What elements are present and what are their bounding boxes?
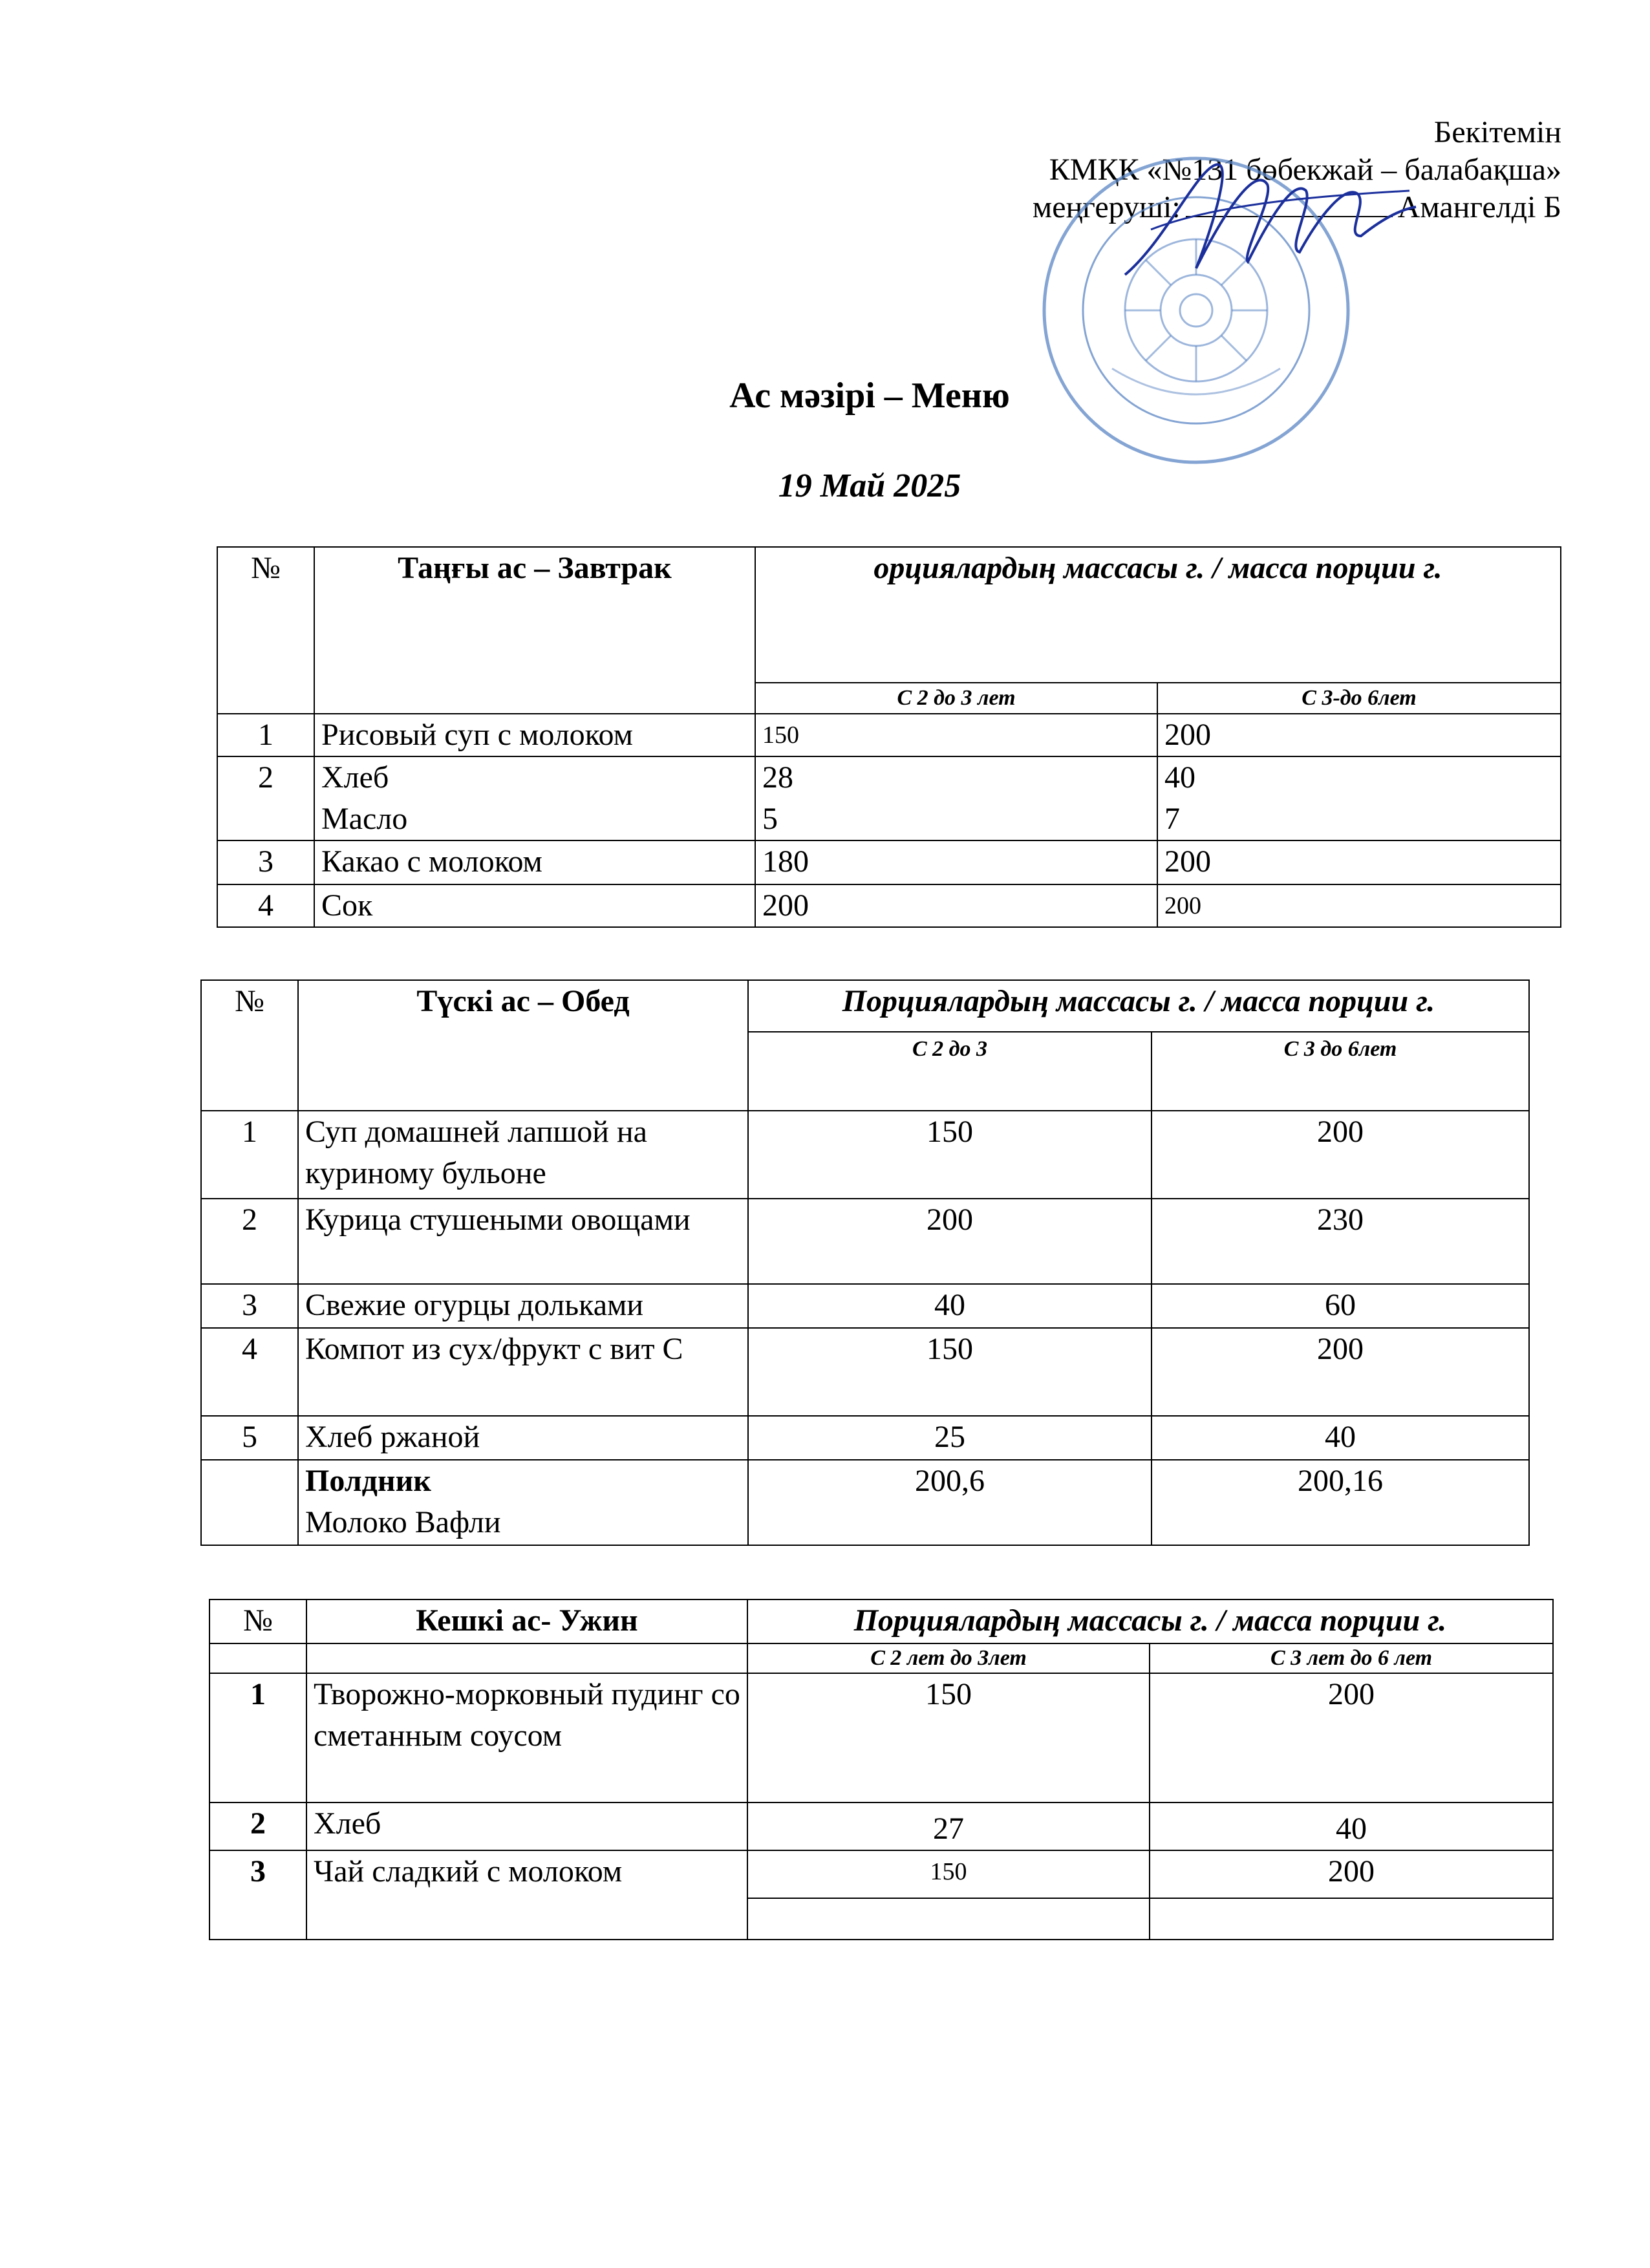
portion-small: 200 — [755, 884, 1157, 927]
empty-cell — [1150, 1898, 1553, 1940]
portion-small: 25 — [748, 1416, 1152, 1460]
age-group-2: С 3-до 6лет — [1157, 683, 1561, 714]
table-header-row — [201, 980, 1529, 1032]
table-row — [209, 1673, 1553, 1803]
age-group-1: С 2 лет до 3лет — [747, 1643, 1150, 1673]
portion-small: 27 — [747, 1803, 1150, 1850]
portion-small: 200 — [748, 1199, 1152, 1284]
table-row — [201, 1416, 1529, 1460]
table-row — [201, 1284, 1529, 1328]
table-row — [217, 714, 1561, 756]
snack-cell — [298, 1460, 748, 1545]
table-row — [201, 1199, 1529, 1284]
table-row — [217, 840, 1561, 884]
breakfast-table — [217, 546, 1561, 928]
age-group-1: С 2 до 3 — [748, 1032, 1152, 1111]
dish-name: Рисовый суп с молоком — [314, 714, 755, 756]
table-header-row — [217, 547, 1561, 683]
dish-name: Творожно-морковный пудинг со сметанным соусом — [306, 1673, 747, 1803]
table-row — [217, 756, 1561, 840]
row-number: 1 — [217, 714, 314, 756]
row-number: 2 — [201, 1199, 298, 1284]
portion-large: 60 — [1152, 1284, 1529, 1328]
signature-icon — [1112, 145, 1422, 301]
portion-large — [1157, 756, 1561, 840]
row-number: 5 — [201, 1416, 298, 1460]
row-number: 3 — [209, 1850, 306, 1940]
row-number: 3 — [201, 1284, 298, 1328]
dish-name: Какао с молоком — [314, 840, 755, 884]
empty-cell — [747, 1898, 1150, 1940]
meal-header: Кешкі ас- Ужин — [306, 1599, 747, 1643]
table-row — [209, 1850, 1553, 1898]
age-group-2: С 3 до 6лет — [1152, 1032, 1529, 1111]
row-number: 4 — [201, 1328, 298, 1416]
table-row — [217, 884, 1561, 927]
header-spacer — [209, 1643, 306, 1673]
row-number: 1 — [201, 1111, 298, 1199]
portion-small: 200,6 — [748, 1460, 1152, 1545]
portion-value: 28 — [762, 760, 793, 795]
portion-small: 150 — [747, 1850, 1150, 1898]
table-row — [209, 1803, 1553, 1850]
dish-name: Суп домашней лапшой на куриному бульоне — [298, 1111, 748, 1199]
meal-header: Таңғы ас – Завтрак — [314, 547, 755, 714]
portion-large: 230 — [1152, 1199, 1529, 1284]
head-name: Амангелді Б — [1397, 190, 1561, 224]
portion-small: 40 — [748, 1284, 1152, 1328]
table-row — [201, 1111, 1529, 1199]
head-label: меңгеруші: — [1032, 190, 1181, 224]
portion-large: 200,16 — [1152, 1460, 1529, 1545]
dish-name: Компот из сух/фрукт с вит С — [298, 1328, 748, 1416]
col-number-header: № — [217, 547, 314, 714]
dish-item: Хлеб — [321, 760, 389, 795]
dish-item: Масло — [321, 802, 408, 836]
portion-value: 5 — [762, 802, 778, 836]
portion-small: 180 — [755, 840, 1157, 884]
dish-name — [314, 756, 755, 840]
portion-large: 40 — [1152, 1416, 1529, 1460]
portion-small: 150 — [755, 714, 1157, 756]
page-title: Ас мәзірі – Меню — [729, 376, 1010, 416]
portion-large: 200 — [1157, 714, 1561, 756]
lunch-table — [200, 979, 1530, 1546]
approve-label: Бекітемін — [1433, 115, 1561, 149]
portion-large: 200 — [1152, 1111, 1529, 1199]
age-header-row — [209, 1643, 1553, 1673]
portion-small: 150 — [748, 1111, 1152, 1199]
portion-small: 150 — [748, 1328, 1152, 1416]
age-group-1: С 2 до 3 лет — [755, 683, 1157, 714]
dish-name: Хлеб — [306, 1803, 747, 1850]
col-number-header: № — [209, 1599, 306, 1643]
snack-items: Молоко Вафли — [305, 1505, 501, 1539]
row-number: 4 — [217, 884, 314, 927]
portion-small: 150 — [747, 1673, 1150, 1803]
snack-title: Полдник — [305, 1464, 431, 1498]
portion-large: 200 — [1150, 1850, 1553, 1898]
row-number: 3 — [217, 840, 314, 884]
menu-date: 19 Май 2025 — [778, 467, 961, 504]
dish-name: Курица стушеными овощами — [298, 1199, 748, 1284]
portion-header: Порциялардың массасы г. / масса порции г. — [748, 980, 1529, 1032]
table-row — [201, 1328, 1529, 1416]
row-number: 2 — [217, 756, 314, 840]
header-spacer — [306, 1643, 747, 1673]
portion-small — [755, 756, 1157, 840]
portion-header: Порциялардың массасы г. / масса порции г. — [747, 1599, 1553, 1643]
portion-large: 40 — [1150, 1803, 1553, 1850]
portion-large: 200 — [1157, 840, 1561, 884]
dish-name: Сок — [314, 884, 755, 927]
row-number — [201, 1460, 298, 1545]
age-group-2: С 3 лет до 6 лет — [1150, 1643, 1553, 1673]
portion-large: 200 — [1150, 1673, 1553, 1803]
meal-header: Түскі ас – Обед — [298, 980, 748, 1111]
col-number-header: № — [201, 980, 298, 1111]
portion-value: 40 — [1164, 760, 1195, 795]
portion-header: орциялардың массасы г. / масса порции г. — [755, 547, 1561, 683]
table-header-row — [209, 1599, 1553, 1643]
dish-name: Хлеб ржаной — [298, 1416, 748, 1460]
dish-name: Свежие огурцы дольками — [298, 1284, 748, 1328]
portion-large: 200 — [1157, 884, 1561, 927]
row-number: 1 — [209, 1673, 306, 1803]
snack-row — [201, 1460, 1529, 1545]
dish-name: Чай сладкий с молоком — [306, 1850, 747, 1940]
dinner-table — [209, 1599, 1554, 1940]
organization-name: КМҚК «№131 бөбекжай – балабақша» — [1049, 153, 1561, 187]
row-number: 2 — [209, 1803, 306, 1850]
portion-large: 200 — [1152, 1328, 1529, 1416]
portion-value: 7 — [1164, 802, 1180, 836]
